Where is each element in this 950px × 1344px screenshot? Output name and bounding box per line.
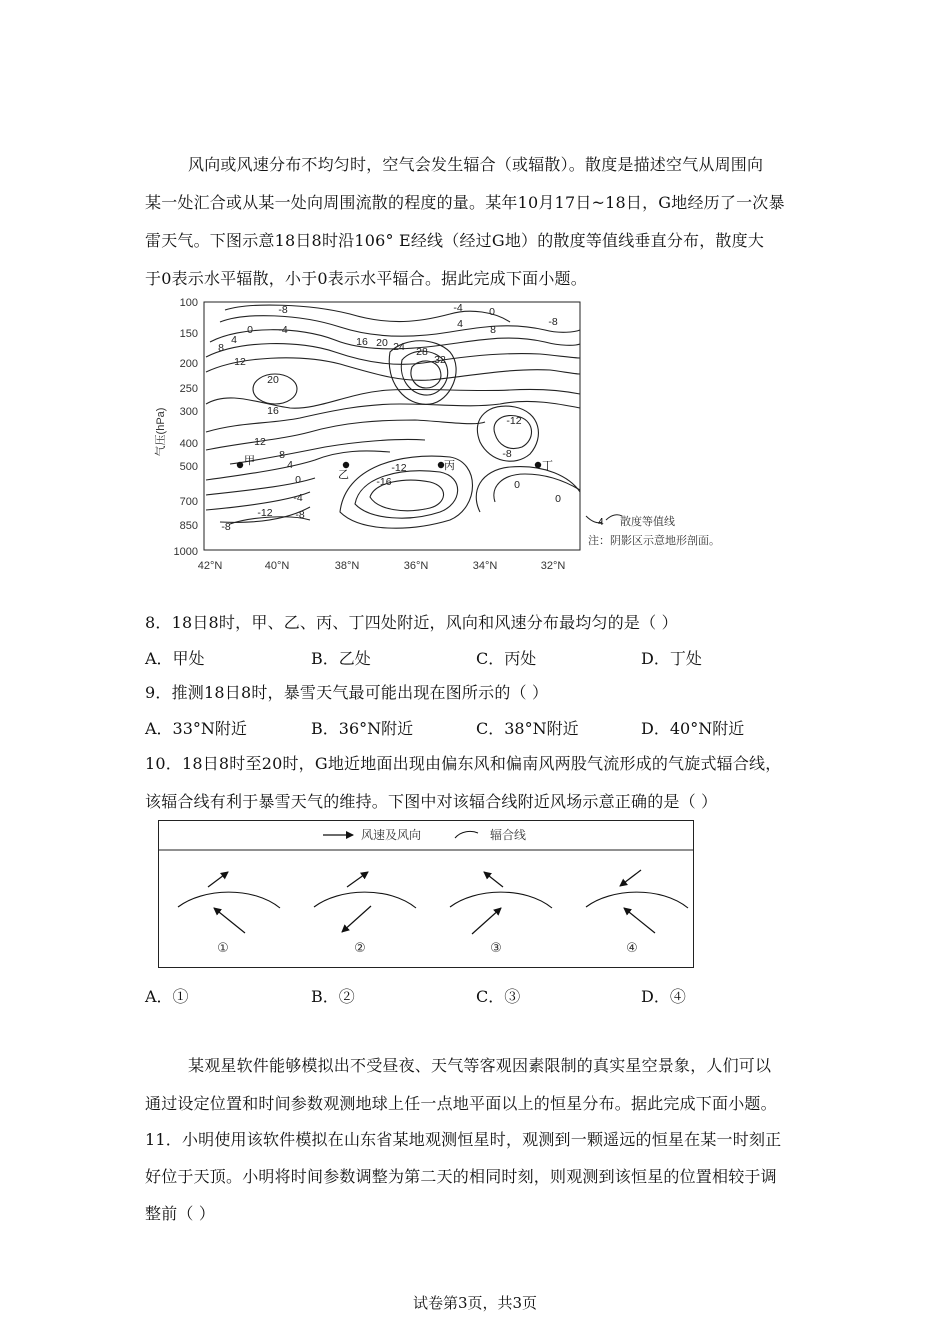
contour-label: -16 — [376, 476, 392, 488]
contour-label: -12 — [257, 507, 273, 519]
contour-label: 0 — [295, 474, 301, 486]
q9-stem: 9．推测18日8时，暴雪天气最可能出现在图所示的（ ） — [145, 683, 549, 702]
point-ding-label: 丁 — [542, 460, 553, 472]
y-axis-title: 气压(hPa) — [155, 407, 167, 457]
q9-option-b[interactable]: B．36°N附近 — [311, 719, 414, 738]
passage1-line-4: 于0表示水平辐散，小于0表示水平辐合。据此完成下面小题。 — [145, 269, 587, 288]
q8-option-a[interactable]: A．甲处 — [145, 649, 205, 668]
passage2-line-2: 通过设定位置和时间参数观测地球上任一点地平面以上的恒星分布。据此完成下面小题。 — [145, 1094, 777, 1113]
contour-label: -4 — [278, 324, 288, 336]
divergence-contour-figure — [150, 292, 770, 582]
page-footer: 试卷第3页，共3页 — [412, 1294, 538, 1312]
legend-line-label: 辐合线 — [490, 828, 527, 842]
figure-note: 注：阴影区示意地形剖面。 — [588, 535, 720, 547]
contour-label: 8 — [218, 342, 224, 354]
contour-label: 0 — [514, 479, 520, 491]
y-tick: 150 — [179, 328, 198, 340]
y-tick: 250 — [179, 383, 198, 395]
contour-label: 20 — [267, 374, 279, 386]
contour-label: -8 — [502, 448, 512, 460]
contour-label: -4 — [453, 302, 463, 314]
contour-label: -8 — [548, 316, 558, 328]
contour-label: -8 — [278, 304, 288, 316]
y-tick: 300 — [179, 406, 198, 418]
contour-label: -12 — [506, 415, 522, 427]
contour-label: 16 — [267, 405, 279, 417]
contour-label: 12 — [254, 436, 266, 448]
contour-label: 0 — [489, 306, 495, 318]
contour-label: 8 — [490, 324, 496, 336]
contour-label: 0 — [555, 493, 561, 505]
q10-stem-line-2: 该辐合线有利于暴雪天气的维持。下图中对该辐合线附近风场示意正确的是（ ） — [145, 792, 718, 811]
point-bing-label: 丙 — [444, 460, 455, 472]
contour-label: -12 — [391, 462, 407, 474]
legend-wind-label: 风速及风向 — [361, 828, 422, 842]
contour-label: 4 — [231, 334, 237, 346]
contour-label: 24 — [393, 341, 405, 353]
q8-option-c[interactable]: C．丙处 — [476, 649, 537, 668]
contour-label: 12 — [234, 356, 246, 368]
q9-option-a[interactable]: A．33°N附近 — [145, 719, 247, 738]
contour-label: 4 — [287, 459, 293, 471]
passage1-line-1: 风向或风速分布不均匀时，空气会发生辐合（或辐散）。散度是描述空气从周围向 — [188, 155, 764, 174]
contour-label: 32 — [434, 354, 446, 366]
x-tick: 40°N — [264, 560, 290, 572]
point-yi-marker — [343, 462, 349, 468]
q8-option-d[interactable]: D．丁处 — [641, 649, 702, 668]
passage2-line-1: 某观星软件能够模拟出不受昼夜、天气等客观因素限制的真实星空景象，人们可以 — [188, 1056, 772, 1075]
contour-label: 8 — [279, 449, 285, 461]
point-jia-marker — [237, 462, 243, 468]
x-tick: 32°N — [540, 560, 566, 572]
q11-stem-line-1: 11．小明使用该软件模拟在山东省某地观测恒星时，观测到一颗遥远的恒星在某一时刻正 — [145, 1130, 782, 1149]
q8-stem: 8．18日8时，甲、乙、丙、丁四处附近，风向和风速分布最均匀的是（ ） — [145, 613, 678, 632]
y-tick: 100 — [179, 297, 198, 309]
point-ding-marker — [535, 462, 541, 468]
point-yi-label: 乙 — [338, 469, 349, 481]
y-tick: 200 — [179, 358, 198, 370]
contour-label: 16 — [356, 336, 368, 348]
x-tick: 34°N — [472, 560, 498, 572]
y-tick: 700 — [179, 496, 198, 508]
contour-label: 0 — [247, 324, 253, 336]
q11-stem-line-3: 整前（ ） — [145, 1204, 216, 1223]
panel-2-label: ② — [354, 940, 366, 955]
x-tick: 38°N — [334, 560, 360, 572]
q10-option-a[interactable]: A．① — [145, 987, 189, 1006]
y-tick: 850 — [179, 520, 198, 532]
q10-stem-line-1: 10．18日8时至20时，G地近地面出现由偏东风和偏南风两股气流形成的气旋式辐合线， — [145, 754, 782, 773]
q9-option-d[interactable]: D．40°N附近 — [641, 719, 745, 738]
legend-contour-label: 散度等值线 — [620, 516, 675, 528]
wind-field-figure — [158, 820, 694, 968]
panel-3-label: ③ — [490, 940, 502, 955]
contour-label: -4 — [293, 492, 303, 504]
y-tick: 500 — [179, 461, 198, 473]
passage1-line-2: 某一处汇合或从某一处向周围流散的程度的量。某年10月17日~18日，G地经历了一次暴 — [145, 193, 785, 212]
contour-label: -8 — [221, 521, 231, 533]
contour-label: 20 — [376, 337, 388, 349]
passage1-line-3: 雷天气。下图示意18日8时沿106° E经线（经过G地）的散度等值线垂直分布，散度大 — [145, 231, 765, 250]
y-tick: 400 — [179, 438, 198, 450]
q8-option-b[interactable]: B．乙处 — [311, 649, 371, 668]
panel-4-label: ④ — [626, 940, 638, 955]
panel-1-label: ① — [217, 940, 229, 955]
contour-label: 4 — [457, 318, 463, 330]
q10-option-b[interactable]: B．② — [311, 987, 355, 1006]
q9-option-c[interactable]: C．38°N附近 — [476, 719, 579, 738]
contour-label: 28 — [416, 346, 428, 358]
point-jia-label: 甲 — [244, 455, 255, 467]
legend-contour-value: 4 — [598, 517, 604, 528]
x-tick: 36°N — [403, 560, 429, 572]
y-tick: 1000 — [173, 546, 198, 558]
q11-stem-line-2: 好位于天顶。小明将时间参数调整为第二天的相同时刻，则观测到该恒星的位置相较于调 — [145, 1167, 777, 1186]
q10-option-d[interactable]: D．④ — [641, 987, 686, 1006]
contour-label: -8 — [295, 509, 305, 521]
x-tick: 42°N — [197, 560, 223, 572]
contour-lines — [206, 305, 580, 528]
q10-option-c[interactable]: C．③ — [476, 987, 521, 1006]
